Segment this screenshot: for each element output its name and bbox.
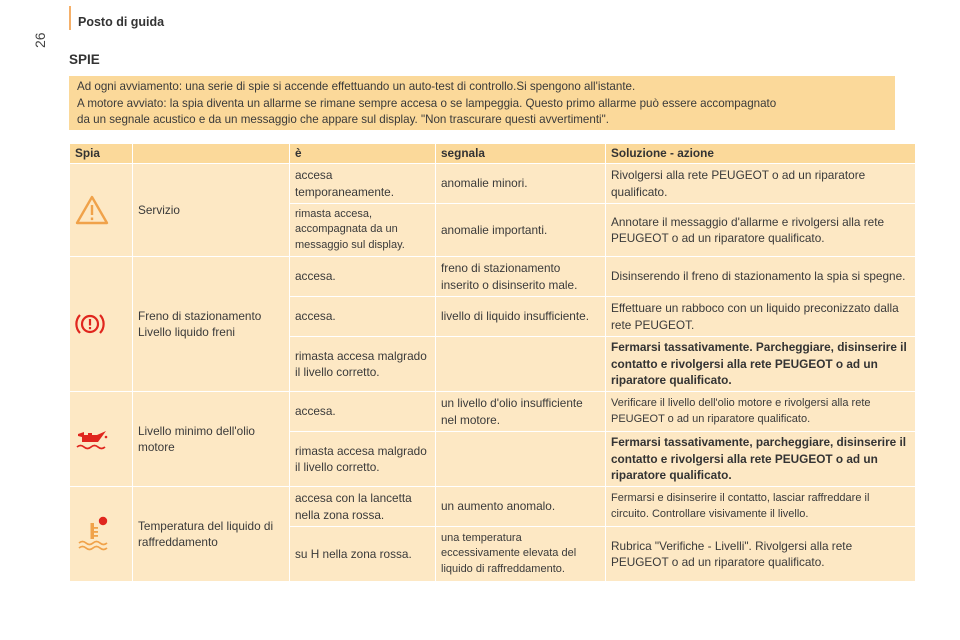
icon-cell bbox=[70, 487, 133, 582]
header-blank bbox=[133, 144, 290, 164]
cell-segnala: livello di liquido insufficiente. bbox=[436, 297, 606, 337]
cell-soluzione: Annotare il messaggio d'allarme e rivolgersi alla rete PEUGEOT o ad un riparatore qualificato. bbox=[606, 204, 916, 257]
table-row bbox=[70, 257, 916, 297]
table-header-row bbox=[70, 144, 916, 164]
table-row bbox=[70, 392, 916, 432]
cell-soluzione: Rubrica "Verifiche - Livelli". Rivolgersi alla rete PEUGEOT o ad un riparatore qualificato. bbox=[606, 527, 916, 582]
cell-e: rimasta accesa, accompagnata da un messaggio sul display. bbox=[290, 204, 436, 257]
light-name: Freno di stazionamento Livello liquido freni bbox=[133, 257, 290, 392]
cell-e: rimasta accesa malgrado il livello corretto. bbox=[290, 337, 436, 392]
cell-soluzione: Fermarsi e disinserire il contatto, lasciar raffreddare il circuito. Controllare visivamente il livello. bbox=[606, 487, 916, 527]
coolant-temperature-icon bbox=[75, 515, 111, 553]
light-name: Temperatura del liquido di raffreddamento bbox=[133, 487, 290, 582]
warning-lights-table bbox=[69, 143, 916, 582]
cell-segnala: un livello d'olio insufficiente nel motore. bbox=[436, 392, 606, 432]
icon-cell bbox=[70, 257, 133, 392]
page-title: SPIE bbox=[69, 52, 100, 67]
oil-can-icon bbox=[75, 428, 109, 450]
cell-segnala: un aumento anomalo. bbox=[436, 487, 606, 527]
cell-segnala bbox=[436, 337, 606, 392]
cell-soluzione: Fermarsi tassativamente, parcheggiare, disinserire il contatto e rivolgersi alla rete PEUGEOT o ad un riparatore qualificato. bbox=[606, 432, 916, 487]
cell-e: rimasta accesa malgrado il livello corretto. bbox=[290, 432, 436, 487]
cell-soluzione: Effettuare un rabboco con un liquido preconizzato dalla rete PEUGEOT. bbox=[606, 297, 916, 337]
header-accent-bar bbox=[69, 6, 71, 30]
icon-cell bbox=[70, 164, 133, 257]
intro-box bbox=[69, 76, 895, 130]
header-spia: Spia bbox=[70, 144, 133, 164]
cell-segnala: una temperatura eccessivamente elevata del liquido di raffreddamento. bbox=[436, 527, 606, 582]
cell-e: accesa. bbox=[290, 257, 436, 297]
header-soluzione: Soluzione - azione bbox=[606, 144, 916, 164]
header-e: è bbox=[290, 144, 436, 164]
intro-line: Ad ogni avviamento: una serie di spie si accende effettuando un auto-test di controllo.Si spengono all'istante. bbox=[77, 80, 636, 93]
light-name: Servizio bbox=[133, 164, 290, 257]
cell-soluzione: Verificare il livello dell'olio motore e rivolgersi alla rete PEUGEOT o ad un riparatore qualificato. bbox=[606, 392, 916, 432]
cell-e: accesa. bbox=[290, 297, 436, 337]
cell-segnala: anomalie minori. bbox=[436, 164, 606, 204]
cell-soluzione: Disinserendo il freno di stazionamento la spia si spegne. bbox=[606, 257, 916, 297]
table-row bbox=[70, 487, 916, 527]
table-row bbox=[70, 164, 916, 204]
header-section-title: Posto di guida bbox=[78, 15, 165, 29]
cell-e: accesa temporaneamente. bbox=[290, 164, 436, 204]
cell-segnala: freno di stazionamento inserito o disinserito male. bbox=[436, 257, 606, 297]
icon-cell bbox=[70, 392, 133, 487]
intro-line: A motore avviato: la spia diventa un allarme se rimane sempre accesa o se lampeggia. Questo primo allarme può essere accompagnato bbox=[77, 96, 777, 110]
page-number: 26 bbox=[32, 32, 48, 48]
cell-e: accesa. bbox=[290, 392, 436, 432]
warning-triangle-icon bbox=[75, 195, 109, 225]
cell-segnala bbox=[436, 432, 606, 487]
header-segnala: segnala bbox=[436, 144, 606, 164]
light-name: Livello minimo dell'olio motore bbox=[133, 392, 290, 487]
brake-warning-icon bbox=[75, 311, 105, 337]
intro-line: da un segnale acustico e da un messaggio che appare sul display. "Non trascurare questi avvertimenti". bbox=[77, 113, 609, 126]
cell-e: accesa con la lancetta nella zona rossa. bbox=[290, 487, 436, 527]
cell-e: su H nella zona rossa. bbox=[290, 527, 436, 582]
cell-soluzione: Rivolgersi alla rete PEUGEOT o ad un riparatore qualificato. bbox=[606, 164, 916, 204]
cell-soluzione: Fermarsi tassativamente. Parcheggiare, disinserire il contatto e rivolgersi alla rete PEUGEOT o ad un riparatore qualificato. bbox=[606, 337, 916, 392]
cell-segnala: anomalie importanti. bbox=[436, 204, 606, 257]
